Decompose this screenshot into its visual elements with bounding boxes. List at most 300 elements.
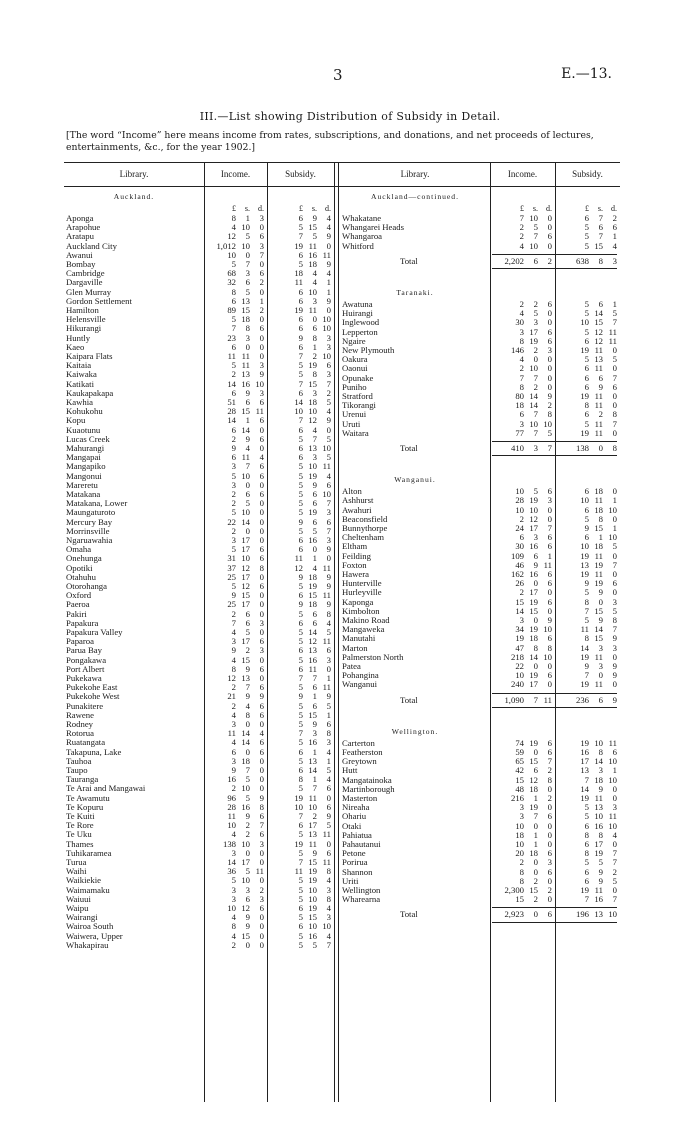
income-total bbox=[492, 910, 552, 919]
subsidy-value-part: 7 bbox=[584, 894, 589, 905]
library-name: Masterton bbox=[342, 794, 378, 803]
subsidy-value-part: 19 bbox=[308, 581, 317, 591]
subsidy-value-part: 9 bbox=[326, 415, 331, 426]
income-total-part: 2,923 bbox=[504, 909, 524, 920]
section-heading: Wanganui. bbox=[394, 475, 436, 485]
income-value-part: 0 bbox=[259, 673, 264, 683]
income-value-part: 3 bbox=[245, 268, 250, 279]
income-value-part: 4 bbox=[259, 728, 264, 739]
subsidy-value-part: 16 bbox=[308, 737, 317, 748]
income-value-part: 2 bbox=[547, 400, 552, 411]
subsidy-value-part: 18 bbox=[594, 541, 603, 552]
income-value-part: 9 bbox=[231, 765, 236, 775]
library-name: Ruatangata bbox=[66, 738, 106, 748]
subsidy-value-part: 7 bbox=[298, 415, 303, 426]
income-value-part: 0 bbox=[547, 587, 552, 598]
income-value-part: 2 bbox=[245, 829, 250, 840]
subsidy-value-part: 5 bbox=[298, 636, 303, 647]
document-reference: E.—13. bbox=[561, 66, 612, 82]
income-value-part: 14 bbox=[529, 391, 538, 401]
subsidy-value-part: 4 bbox=[326, 617, 331, 628]
subsidy-value-part: 11 bbox=[594, 363, 603, 374]
income-value-part: 15 bbox=[515, 774, 524, 785]
income-value-part: 16 bbox=[529, 541, 538, 552]
library-name: Greytown bbox=[342, 757, 377, 767]
income-value-part: 0 bbox=[547, 372, 552, 383]
subsidy-value-part: 5 bbox=[298, 525, 303, 536]
income-value-part: 15 bbox=[241, 305, 250, 315]
library-name: Whakatane bbox=[342, 214, 382, 223]
subsidy-value-part: 9 bbox=[598, 875, 603, 886]
subsidy-value-part: 11 bbox=[594, 885, 603, 895]
income-value-part: 0 bbox=[259, 599, 264, 610]
income-value-part: 240 bbox=[510, 679, 524, 690]
income-value-part: 3 bbox=[231, 535, 236, 545]
subsidy-value-part: 19 bbox=[580, 679, 589, 690]
subsidy-value-part: 6 bbox=[298, 249, 303, 260]
subsidy-value-part: 4 bbox=[326, 222, 331, 233]
subsidy-value-part: 19 bbox=[294, 305, 303, 315]
subsidy-value-part: 9 bbox=[326, 581, 331, 591]
income-value-part: 31 bbox=[227, 553, 236, 564]
subsidy-value-part: 15 bbox=[594, 605, 603, 616]
income-value-part: 68 bbox=[227, 268, 236, 279]
library-name: Huntly bbox=[66, 333, 91, 343]
subsidy-value-part: 6 bbox=[612, 222, 617, 233]
library-name: Otaki bbox=[342, 821, 362, 831]
library-name: Featherston bbox=[342, 748, 383, 757]
subsidy-value-part: 5 bbox=[298, 875, 303, 886]
income-value-part: 0 bbox=[245, 939, 250, 950]
subsidy-value-part: 5 bbox=[584, 811, 589, 822]
subsidy-value-part: 19 bbox=[580, 345, 589, 355]
income-value-part: 59 bbox=[515, 747, 524, 757]
table-row bbox=[64, 680, 620, 689]
subsidy-total-part: 0 bbox=[598, 443, 603, 453]
library-name: Awatuna bbox=[342, 300, 373, 309]
income-value-part: 138 bbox=[222, 838, 236, 849]
library-name: Beaconsfield bbox=[342, 514, 388, 524]
library-name: Bombay bbox=[66, 260, 96, 269]
income-value-part: 11 bbox=[255, 406, 264, 417]
income-value-part: 9 bbox=[245, 811, 250, 821]
subsidy-value-part: 6 bbox=[584, 875, 589, 886]
subsidy-value-part: 0 bbox=[326, 240, 331, 251]
subsidy-value-part: 11 bbox=[608, 335, 617, 346]
subsidy-value-part: 4 bbox=[312, 562, 317, 573]
library-name: Pahautanui bbox=[342, 840, 381, 849]
subsidy-value-part: 0 bbox=[326, 792, 331, 803]
subsidy-value-part: 10 bbox=[580, 317, 589, 328]
income-value-part: 3 bbox=[231, 479, 236, 490]
income-value-part: 0 bbox=[259, 479, 264, 490]
subsidy-value-part: 13 bbox=[594, 354, 603, 365]
library-name: Feilding bbox=[342, 551, 371, 561]
income-value-part: 6 bbox=[245, 397, 250, 407]
subsidy-value-part: 0 bbox=[326, 424, 331, 435]
subsidy-value-part: 19 bbox=[580, 737, 589, 748]
income-value-part: 28 bbox=[227, 801, 236, 812]
subsidy-value-part: 5 bbox=[326, 397, 331, 407]
subsidy-value-part: 9 bbox=[598, 587, 603, 598]
subsidy-value-part: 6 bbox=[584, 839, 589, 849]
header-library-left: Library. bbox=[119, 169, 149, 179]
library-name: Uruti bbox=[342, 419, 361, 429]
total-rule bbox=[492, 693, 617, 694]
subsidy-value-part: 3 bbox=[612, 802, 617, 813]
subsidy-value-part: 6 bbox=[584, 213, 589, 223]
income-value-part: 10 bbox=[515, 839, 524, 849]
income-value-part: 3 bbox=[519, 802, 524, 813]
income-value-part: 1 bbox=[245, 415, 250, 426]
subsidy-value-part: 18 bbox=[308, 259, 317, 269]
subsidy-value-part: 8 bbox=[584, 829, 589, 840]
table-row bbox=[64, 269, 620, 278]
income-value-part: 5 bbox=[231, 360, 236, 371]
library-name: Mangonui bbox=[66, 471, 102, 481]
income-value-part: 4 bbox=[231, 222, 236, 233]
subsidy-value-part: 15 bbox=[308, 378, 317, 389]
income-total bbox=[492, 696, 552, 705]
subsidy-value-part: 17 bbox=[594, 839, 603, 849]
library-name: Thames bbox=[66, 839, 94, 849]
income-value-part: 12 bbox=[529, 513, 538, 524]
income-value-part: 15 bbox=[241, 590, 250, 601]
subsidy-value-part: 6 bbox=[584, 363, 589, 374]
library-name: Mareretu bbox=[66, 480, 98, 490]
header-rule bbox=[64, 186, 620, 187]
subsidy-value-part: 0 bbox=[612, 486, 617, 497]
income-value-part: 16 bbox=[241, 378, 250, 389]
subsidy-value-part: 17 bbox=[580, 756, 589, 767]
subsidy-value-part: 5 bbox=[298, 709, 303, 720]
income-value-part: 32 bbox=[227, 277, 236, 288]
library-name: Omaha bbox=[66, 545, 92, 555]
library-name: Taupo bbox=[66, 766, 88, 775]
income-value-part: 19 bbox=[529, 670, 538, 681]
income-value-part: 80 bbox=[515, 391, 524, 401]
subsidy-value-part: 8 bbox=[298, 774, 303, 785]
income-value-part: 12 bbox=[529, 774, 538, 785]
income-value-part: 10 bbox=[543, 418, 552, 429]
income-value-part: 6 bbox=[245, 489, 250, 499]
income-value-part: 6 bbox=[259, 268, 264, 279]
subsidy-value-part: 9 bbox=[298, 516, 303, 527]
income-value-part: 10 bbox=[241, 240, 250, 251]
income-value-part: 6 bbox=[259, 903, 264, 913]
subsidy-value-part: 19 bbox=[308, 470, 317, 481]
income-value-part: 2 bbox=[245, 645, 250, 656]
unit-pence: d. bbox=[325, 204, 331, 213]
income-value-part: 5 bbox=[245, 286, 250, 297]
library-name: Kawhia bbox=[66, 398, 94, 407]
subsidy-value-part: 11 bbox=[294, 553, 303, 564]
subsidy-value-part: 3 bbox=[598, 642, 603, 653]
income-value-part: 9 bbox=[245, 691, 250, 702]
subsidy-value-part: 9 bbox=[612, 661, 617, 671]
unit-shillings: s. bbox=[244, 204, 250, 213]
subsidy-value-part: 6 bbox=[584, 820, 589, 831]
income-value-part: 6 bbox=[231, 341, 236, 352]
library-name: Wanganui bbox=[342, 680, 378, 690]
subsidy-value-part: 9 bbox=[326, 811, 331, 821]
subsidy-value-part: 5 bbox=[612, 354, 617, 365]
subsidy-value-part: 14 bbox=[594, 308, 603, 319]
unit-pence: d. bbox=[546, 204, 552, 213]
subsidy-value-part: 19 bbox=[580, 885, 589, 895]
income-value-part: 6 bbox=[259, 489, 264, 499]
income-value-part: 0 bbox=[259, 498, 264, 509]
income-value-part: 6 bbox=[259, 397, 264, 407]
income-value-part: 2 bbox=[231, 608, 236, 619]
income-value-part: 19 bbox=[529, 802, 538, 813]
subsidy-value-part: 5 bbox=[612, 541, 617, 552]
subsidy-value-part: 0 bbox=[326, 305, 331, 315]
income-value-part: 9 bbox=[245, 387, 250, 398]
subsidy-value-part: 9 bbox=[312, 213, 317, 223]
subsidy-value-part: 11 bbox=[322, 857, 331, 867]
income-value-part: 5 bbox=[231, 875, 236, 886]
subsidy-value-part: 0 bbox=[612, 587, 617, 598]
income-value-part: 8 bbox=[231, 213, 236, 223]
subsidy-value-part: 5 bbox=[298, 719, 303, 729]
subsidy-value-part: 15 bbox=[594, 523, 603, 533]
library-name: Papakura bbox=[66, 618, 99, 628]
income-value-part: 14 bbox=[241, 516, 250, 527]
subsidy-value-part: 19 bbox=[580, 651, 589, 662]
income-value-part: 2 bbox=[533, 875, 538, 886]
income-value-part: 0 bbox=[259, 857, 264, 867]
income-value-part: 17 bbox=[241, 544, 250, 555]
subsidy-value-part: 7 bbox=[326, 525, 331, 536]
subsidy-value-part: 4 bbox=[612, 240, 617, 251]
income-value-part: 19 bbox=[529, 624, 538, 635]
currency-units-income bbox=[492, 204, 552, 213]
library-name: Parua Bay bbox=[66, 646, 102, 656]
income-value-part: 5 bbox=[231, 507, 236, 518]
subsidy-table bbox=[64, 162, 620, 1102]
income-value-part: 8 bbox=[259, 562, 264, 573]
library-name: Takapuna, Lake bbox=[66, 747, 122, 757]
income-value-part: 2 bbox=[245, 820, 250, 831]
subsidy-value-part: 5 bbox=[584, 240, 589, 251]
library-name: Bunnythorpe bbox=[342, 524, 388, 533]
income-value-part: 15 bbox=[515, 596, 524, 607]
library-name: Oxford bbox=[66, 591, 92, 601]
subsidy-value-part: 6 bbox=[298, 424, 303, 435]
income-value-part: 12 bbox=[227, 673, 236, 683]
income-value-part: 15 bbox=[241, 930, 250, 941]
income-value-part: 2 bbox=[547, 793, 552, 803]
subsidy-value-part: 0 bbox=[312, 544, 317, 555]
income-value-part: 6 bbox=[259, 636, 264, 647]
subsidy-value-part: 1 bbox=[612, 765, 617, 776]
subsidy-value-part: 9 bbox=[584, 523, 589, 533]
subsidy-value-part: 16 bbox=[580, 747, 589, 757]
subsidy-value-part: 15 bbox=[594, 633, 603, 644]
income-value-part: 10 bbox=[515, 504, 524, 515]
income-value-part: 15 bbox=[529, 605, 538, 616]
library-name: Stratford bbox=[342, 392, 373, 401]
library-name: Pakiri bbox=[66, 609, 87, 619]
subsidy-value-part: 9 bbox=[326, 691, 331, 702]
subsidy-value-part: 1 bbox=[598, 532, 603, 543]
subsidy-value-part: 5 bbox=[298, 608, 303, 619]
income-value-part: 4 bbox=[231, 627, 236, 637]
income-value-part: 6 bbox=[533, 550, 538, 561]
subsidy-value-part: 2 bbox=[326, 387, 331, 398]
library-name: Alton bbox=[342, 487, 362, 497]
subsidy-value bbox=[557, 242, 617, 251]
section-heading: Auckland. bbox=[113, 192, 155, 201]
income-value-part: 109 bbox=[510, 550, 524, 561]
subsidy-value-part: 11 bbox=[594, 569, 603, 579]
subsidy-value-part: 6 bbox=[312, 682, 317, 693]
library-name: Hurleyville bbox=[342, 588, 382, 598]
subsidy-value-part: 12 bbox=[294, 562, 303, 573]
income-value-part: 6 bbox=[259, 700, 264, 711]
income-value-part: 2 bbox=[231, 783, 236, 794]
income-value-part: 2 bbox=[259, 305, 264, 315]
income-value-part: 23 bbox=[227, 332, 236, 343]
library-name: Punakitere bbox=[66, 701, 104, 711]
income-value-part: 2 bbox=[519, 513, 524, 524]
subsidy-value-part: 11 bbox=[308, 792, 317, 803]
library-name: Otahuhu bbox=[66, 572, 96, 582]
library-name: Kohukohu bbox=[66, 407, 103, 417]
subsidy-value-part: 5 bbox=[584, 326, 589, 337]
income-value-part: 3 bbox=[547, 857, 552, 868]
income-total bbox=[492, 257, 552, 266]
subsidy-value-part: 11 bbox=[594, 391, 603, 401]
subsidy-value-part: 1 bbox=[612, 495, 617, 506]
income-value-part: 19 bbox=[529, 335, 538, 346]
subsidy-value-part: 5 bbox=[298, 755, 303, 766]
income-value-part: 7 bbox=[547, 523, 552, 533]
subsidy-value-part: 19 bbox=[308, 360, 317, 371]
income-value-part: 4 bbox=[231, 912, 236, 923]
income-value-part: 3 bbox=[259, 645, 264, 656]
subsidy-value-part: 4 bbox=[312, 268, 317, 279]
library-name: Wharearna bbox=[342, 895, 381, 905]
library-name: New Plymouth bbox=[342, 346, 395, 355]
subsidy-value-part: 8 bbox=[584, 633, 589, 644]
income-value-part: 0 bbox=[547, 605, 552, 616]
library-name: Ngaruawahia bbox=[66, 536, 113, 545]
income-value-part: 0 bbox=[259, 921, 264, 932]
subsidy-value-part: 7 bbox=[298, 351, 303, 361]
subsidy-value-part: 11 bbox=[594, 400, 603, 411]
income-value-part: 22 bbox=[515, 661, 524, 671]
subsidy-value-part: 4 bbox=[326, 903, 331, 913]
income-total-part: 7 bbox=[547, 443, 552, 453]
subsidy-value-part: 5 bbox=[584, 308, 589, 319]
library-name: Ashhurst bbox=[342, 496, 374, 506]
subsidy-value bbox=[557, 680, 617, 689]
income-value-part: 17 bbox=[529, 679, 538, 690]
income-value-part: 1 bbox=[533, 793, 538, 803]
income-value-part: 10 bbox=[241, 783, 250, 794]
library-name: Matakana bbox=[66, 490, 101, 499]
income-value-part: 19 bbox=[529, 737, 538, 748]
subsidy-value-part: 11 bbox=[322, 461, 331, 472]
income-total-part: 0 bbox=[533, 909, 538, 920]
header-subsidy-right: Subsidy. bbox=[572, 169, 603, 179]
subsidy-value-part: 15 bbox=[308, 709, 317, 720]
subsidy-value-part: 0 bbox=[612, 391, 617, 401]
library-name: Te Arai and Mangawai bbox=[66, 784, 146, 794]
library-name: Pukekohe East bbox=[66, 683, 118, 693]
library-name: Cambridge bbox=[66, 269, 105, 279]
income-value-part: 9 bbox=[231, 443, 236, 453]
subsidy-value-part: 0 bbox=[612, 651, 617, 662]
subsidy-value-part: 6 bbox=[312, 323, 317, 334]
income-value-part: 0 bbox=[533, 866, 538, 877]
income-value-part: 0 bbox=[547, 504, 552, 515]
income-value-part: 3 bbox=[245, 332, 250, 343]
income-value-part: 3 bbox=[259, 240, 264, 251]
unit-shillings: s. bbox=[311, 204, 317, 213]
income-value-part: 11 bbox=[227, 811, 236, 821]
income-value-part: 9 bbox=[245, 921, 250, 932]
subsidy-value-part: 3 bbox=[326, 737, 331, 748]
income-value-part: 3 bbox=[231, 719, 236, 729]
subsidy-value-part: 16 bbox=[594, 894, 603, 905]
subsidy-value-part: 10 bbox=[608, 756, 617, 767]
income-value-part: 6 bbox=[231, 424, 236, 435]
income-value-part: 25 bbox=[227, 571, 236, 582]
income-value-part: 0 bbox=[547, 661, 552, 671]
income-value-part: 5 bbox=[231, 470, 236, 481]
subsidy-value-part: 5 bbox=[612, 605, 617, 616]
total-rule bbox=[492, 707, 617, 708]
income-value-part: 9 bbox=[533, 559, 538, 570]
income-value-part: 3 bbox=[245, 884, 250, 895]
subsidy-value-part: 19 bbox=[594, 578, 603, 589]
subsidy-value-part: 8 bbox=[584, 596, 589, 607]
subsidy-value-part: 18 bbox=[594, 504, 603, 515]
subsidy-value-part: 6 bbox=[312, 489, 317, 499]
income-value-part: 6 bbox=[259, 737, 264, 748]
library-name: Kimbolton bbox=[342, 606, 380, 616]
subsidy-value-part: 7 bbox=[584, 605, 589, 616]
income-value-part: 9 bbox=[231, 645, 236, 656]
subsidy-value-part: 10 bbox=[594, 737, 603, 748]
income-value-part: 10 bbox=[227, 249, 236, 260]
library-name: Onehunga bbox=[66, 554, 102, 564]
subsidy-value-part: 5 bbox=[584, 231, 589, 242]
income-value-part: 4 bbox=[245, 443, 250, 453]
income-value-part: 20 bbox=[515, 848, 524, 859]
subsidy-value-part: 9 bbox=[598, 866, 603, 877]
library-name: Matakana, Lower bbox=[66, 499, 128, 509]
subsidy-value-part: 10 bbox=[294, 406, 303, 417]
subsidy-value-part: 9 bbox=[326, 259, 331, 269]
subsidy-value-part: 11 bbox=[594, 418, 603, 429]
subsidy-value-part: 11 bbox=[322, 562, 331, 573]
income-value-part: 2 bbox=[533, 345, 538, 355]
subsidy-value-part: 7 bbox=[298, 811, 303, 821]
library-name: Foxton bbox=[342, 560, 367, 570]
subsidy-value-part: 10 bbox=[308, 286, 317, 297]
subsidy-value-part: 5 bbox=[298, 222, 303, 233]
subsidy-value-part: 7 bbox=[312, 673, 317, 683]
subsidy-value-part: 19 bbox=[308, 875, 317, 886]
income-value-part: 2 bbox=[519, 299, 524, 309]
subsidy-value-part: 13 bbox=[580, 765, 589, 776]
subsidy-value-part: 9 bbox=[326, 571, 331, 582]
subsidy-total-part: 8 bbox=[612, 443, 617, 453]
